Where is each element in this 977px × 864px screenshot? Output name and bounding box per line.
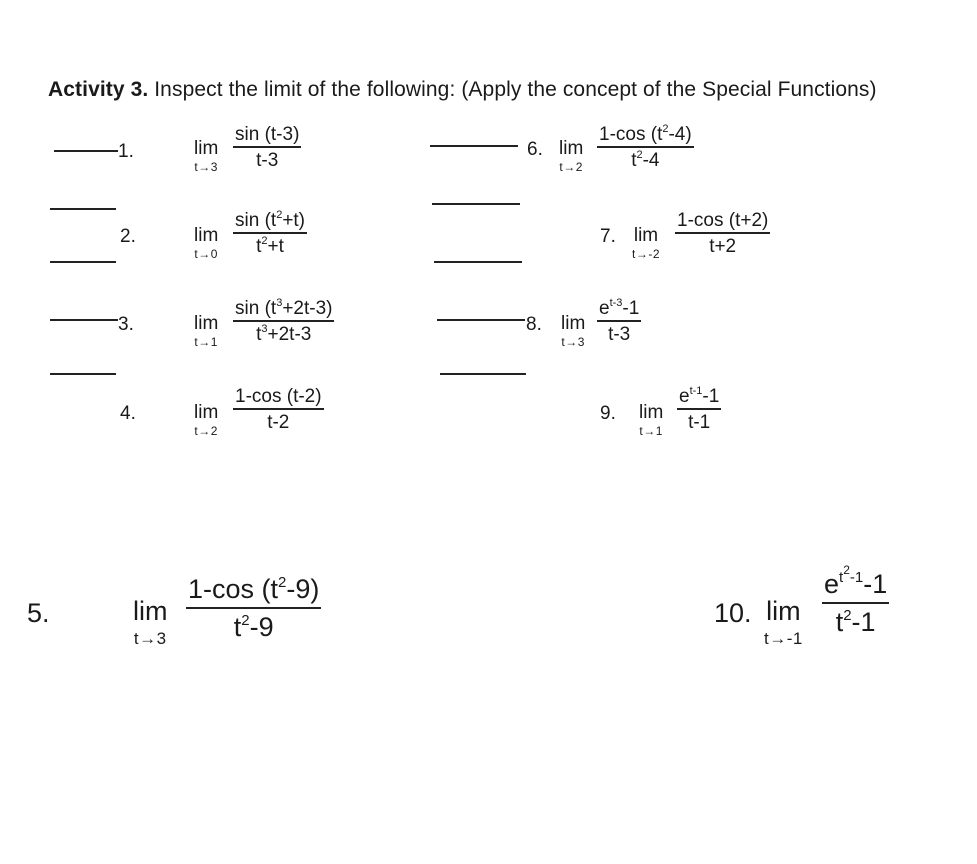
problem-10-limit: lim t→-1 <box>764 596 803 648</box>
answer-blank-2b[interactable] <box>50 261 116 263</box>
problem-4-number: 4. <box>120 403 136 424</box>
problem-9-numerator: $e^{t-1}-1$ <box>677 387 721 410</box>
problem-3-approach: t→1 <box>194 335 218 349</box>
answer-blank-4[interactable] <box>50 373 116 375</box>
problem-6-numerator: 1-cos $(t^2-4)$ <box>597 125 694 148</box>
answer-blank-3[interactable] <box>50 319 118 321</box>
problem-3-numerator: $\sin (t^3+2t-3)$ <box>233 299 334 322</box>
problem-2-limit: lim t→0 <box>194 225 219 261</box>
problem-7-fraction <box>675 211 770 256</box>
problem-3-denominator: $t^3+2t-3$ <box>256 323 312 345</box>
problem-5-fraction <box>186 576 321 641</box>
problem-1-fraction <box>233 125 301 170</box>
problem-3-limit: lim t→1 <box>194 313 219 349</box>
problem-1-approach: t→3 <box>194 160 218 174</box>
problem-4-numerator: 1-cos (t-2) <box>233 387 324 410</box>
answer-blank-6[interactable] <box>430 145 518 147</box>
problem-2-approach: t→0 <box>194 247 218 261</box>
problem-10-fraction <box>822 563 889 637</box>
problem-4-limit: lim t→2 <box>194 402 219 438</box>
problem-4-fraction <box>233 387 324 432</box>
problem-6-denominator: $t^2-4$ <box>631 149 660 171</box>
problem-7-number: 7. <box>600 226 616 247</box>
problem-8-numerator: $e^{t-3}-1$ <box>597 299 641 322</box>
lim-word: lim <box>194 138 219 159</box>
problem-10-approach: t→-1 <box>764 629 803 648</box>
problem-8-limit: lim t→3 <box>561 313 586 349</box>
problem-5-numerator: 1-cos $(t^2-9)$ <box>186 576 321 609</box>
problem-3-number: 3. <box>118 314 134 335</box>
problem-7-denominator: t+2 <box>709 236 737 257</box>
problem-7-approach: t→-2 <box>632 247 661 261</box>
problem-3-fraction <box>233 299 334 344</box>
answer-blank-8[interactable] <box>437 319 525 321</box>
problem-7-limit: lim t→-2 <box>632 225 661 261</box>
problem-5-approach: t→3 <box>133 629 167 648</box>
problem-2-number: 2. <box>120 226 136 247</box>
problem-1-number: 1. <box>118 141 134 162</box>
activity-heading <box>48 78 877 102</box>
problem-8-number: 8. <box>526 314 542 335</box>
problem-8-approach: t→3 <box>561 335 585 349</box>
problem-5-limit: lim t→3 <box>133 596 168 648</box>
problem-6-approach: t→2 <box>559 160 583 174</box>
problem-4-approach: t→2 <box>194 424 218 438</box>
problem-10-denominator: $t^2-1$ <box>835 607 876 637</box>
activity-label: Activity 3. <box>48 78 149 101</box>
problem-9-number: 9. <box>600 403 616 424</box>
problem-9-denominator: t-1 <box>688 412 711 433</box>
answer-blank-7b[interactable] <box>434 261 522 263</box>
problem-1-numerator: sin (t-3) <box>233 125 301 148</box>
problem-8-fraction <box>597 299 641 344</box>
problem-10-number: 10. <box>714 598 752 628</box>
answer-blank-9[interactable] <box>440 373 526 375</box>
problem-2-denominator: $t^2+t$ <box>256 235 284 257</box>
answer-blank-2a[interactable] <box>50 208 116 210</box>
problem-2-fraction <box>233 211 307 256</box>
problem-7-numerator: 1-cos (t+2) <box>675 211 770 234</box>
answer-blank-1[interactable] <box>54 150 118 152</box>
problem-4-denominator: t-2 <box>267 412 290 433</box>
activity-instruction: Inspect the limit of the following: (Apply the concept of the Special Functions) <box>154 78 877 101</box>
answer-blank-7a[interactable] <box>432 203 520 205</box>
problem-1-denominator: t-3 <box>256 150 279 171</box>
problem-5-denominator: $t^2-9$ <box>233 612 274 642</box>
problem-2-numerator: $\sin (t^2+t)$ <box>233 211 307 234</box>
problem-8-denominator: t-3 <box>608 324 631 345</box>
problem-6-fraction <box>597 125 694 170</box>
problem-5-number: 5. <box>27 598 50 628</box>
problem-9-approach: t→1 <box>639 424 663 438</box>
problem-6-limit: lim t→2 <box>559 138 584 174</box>
problem-6-number: 6. <box>527 139 543 160</box>
problem-9-limit: lim t→1 <box>639 402 664 438</box>
problem-1-limit <box>194 139 218 173</box>
problem-10-numerator: $e^{t^2-1}-1$ <box>822 570 889 604</box>
problem-9-fraction <box>677 387 721 432</box>
